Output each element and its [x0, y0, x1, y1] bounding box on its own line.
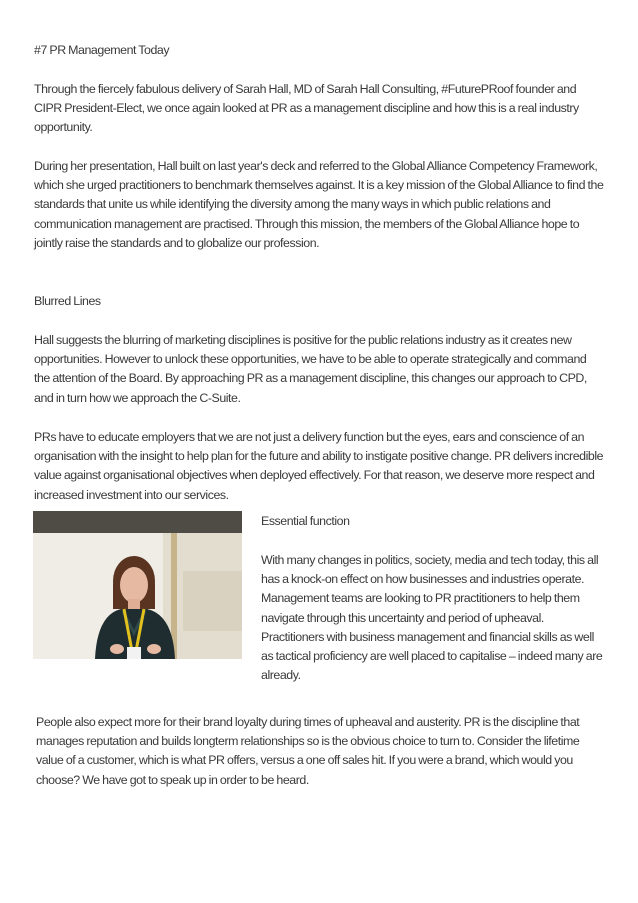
- blurred-lines-paragraph-2: PRs have to educate employers that we are not just a delivery function but the eyes, ears and conscience of an organisation with the insight to help plan for the future and ability to instigate positive change. PR delivers incredible value against organisational objectives when deployed effectively. For that reason, we deserve more respect and increased investment into our services.: [34, 430, 604, 502]
- blurred-lines-heading: Blurred Lines: [34, 294, 101, 308]
- presentation-paragraph: During her presentation, Hall built on last year's deck and referred to the Global Alliance Competency Framework, which she urged practitioners to benchmark themselves against. It is a key mission of the Global Alliance to find the standards that unite us while identifying the diversity among the many ways in which public relations and communication management are practised. Through this mission, the members of the Global Alliance hope to jointly raise the standards and to globalize our profession.: [34, 159, 604, 250]
- article-title: #7 PR Management Today: [34, 43, 170, 57]
- speaker-photo: [33, 511, 242, 659]
- essential-function-paragraph: With many changes in politics, society, media and tech today, this all has a knock-on effect on how businesses and industries operate. Management teams are looking to PR practitioners to help them navigate through this uncertainty and period of upheaval. Practitioners with business management and financial skills as well as tactical proficiency are well placed to capitalise – indeed many are already.: [261, 553, 603, 683]
- closing-paragraph: People also expect more for their brand loyalty during times of upheaval and austerity. PR is the discipline that manages reputation and builds longterm relationships so is the obvious choice to turn to. Consider the lifetime value of a customer, which is what PR offers, versus a one off sales hit. If you were a brand, which would you choose? We have got to speak up in order to be heard.: [36, 715, 580, 787]
- blurred-lines-paragraph-1: Hall suggests the blurring of marketing disciplines is positive for the public relations industry as it creates new opportunities. However to unlock these opportunities, we have to be able to operate strategically and command the attention of the Board. By approaching PR as a management discipline, this changes our approach to CPD, and in turn how we approach the C-Suite.: [34, 333, 587, 405]
- intro-paragraph: Through the fiercely fabulous delivery of Sarah Hall, MD of Sarah Hall Consulting, #FuturePRoof founder and CIPR President-Elect, we once again looked at PR as a management discipline and how this is a real industry opportunity.: [34, 82, 579, 135]
- essential-function-heading: Essential function: [261, 514, 350, 528]
